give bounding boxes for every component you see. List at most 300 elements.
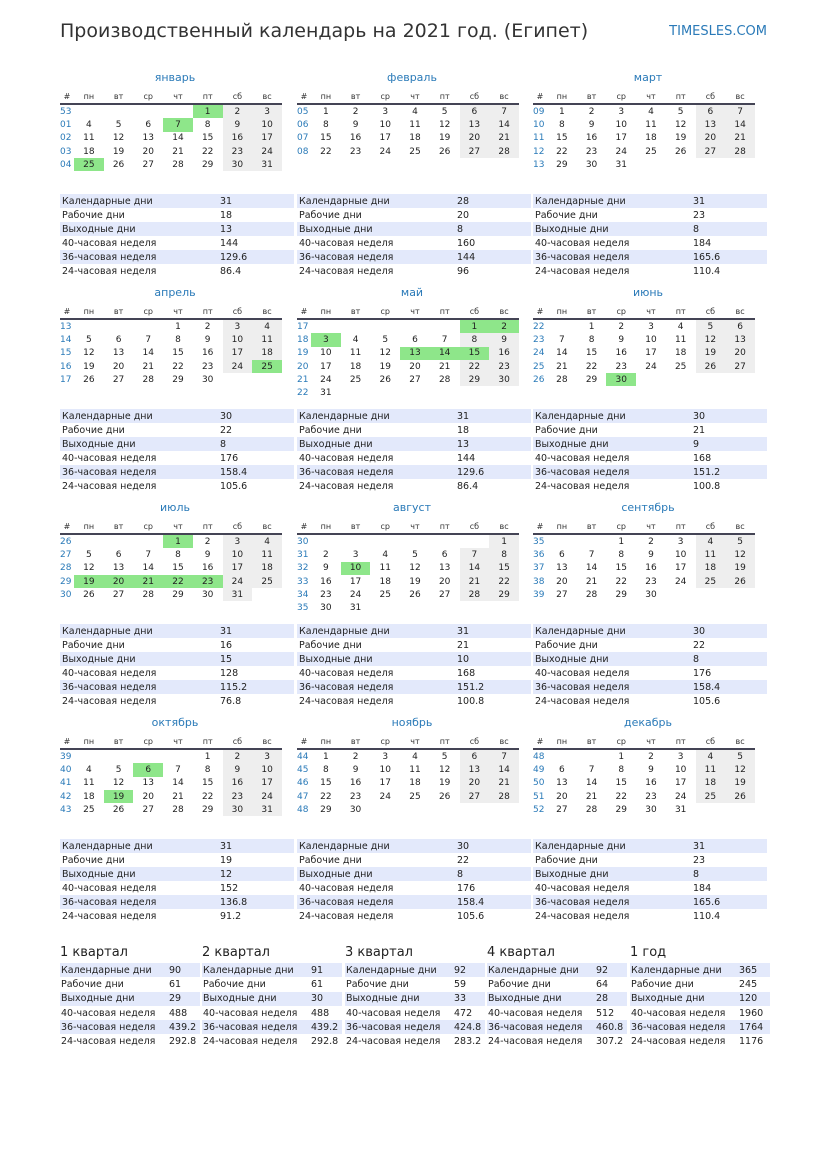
day-cell: 9 (223, 118, 253, 131)
day-cell: 4 (677, 321, 684, 332)
day-cell: 14 (489, 763, 519, 776)
month-name: апрель (154, 286, 196, 299)
day-cell (341, 534, 371, 548)
day-cell: 22 (201, 791, 214, 802)
day-cell: 9 (204, 334, 211, 345)
week-number: 14 (60, 333, 74, 346)
stat-label: Выходные дни (297, 867, 455, 881)
quarter-row (345, 992, 485, 1006)
stat-label: Рабочие дни (299, 424, 362, 436)
day-cell: 18 (409, 778, 421, 789)
quarter-value: 1960 (739, 1007, 764, 1019)
day-cell: 1 (618, 751, 625, 762)
weekday-label: # (297, 735, 311, 749)
day-cell: 24 (252, 790, 282, 803)
day-cell: 6 (441, 549, 448, 560)
week-number: 35 (533, 534, 547, 548)
week-row (533, 575, 755, 588)
stat-value: 12 (218, 867, 294, 881)
weekday-label: пт (430, 735, 460, 749)
day-cell (370, 534, 400, 548)
stat-value: 13 (455, 437, 531, 451)
stat-value: 176 (457, 882, 476, 894)
quarter-value: 283.2 (454, 1036, 482, 1048)
quarter-title: 2 квартал (202, 945, 270, 960)
day-cell: 26 (379, 374, 391, 385)
quarter-summary (487, 945, 627, 1049)
weekday-label: пт (193, 305, 223, 319)
day-cell: 10 (645, 334, 657, 345)
day-cell (547, 534, 577, 548)
day-cell (252, 373, 282, 386)
weekday-label: чт (400, 305, 430, 319)
day-cell: 25 (696, 575, 726, 588)
quarter-label: Рабочие дни (631, 978, 694, 990)
stat-row (533, 194, 767, 208)
day-cell: 10 (615, 119, 627, 130)
quarter-table (345, 963, 485, 1049)
quarter-value: 488 (169, 1007, 188, 1019)
day-cell: 23 (489, 360, 519, 373)
stat-row (533, 839, 767, 853)
weekday-label: вт (577, 520, 607, 534)
day-cell (74, 534, 104, 548)
stat-value: 168 (457, 667, 476, 679)
stat-label: 40-часовая неделя (299, 882, 394, 894)
weekday-label: чт (163, 520, 193, 534)
day-cell: 3 (252, 104, 282, 118)
day-cell: 14 (142, 563, 154, 574)
day-cell (370, 803, 400, 816)
stat-value: 8 (218, 437, 294, 451)
stat-label: 40-часовая неделя (62, 882, 157, 894)
week-row (297, 790, 519, 803)
week-number: 39 (60, 749, 74, 763)
weekday-label: пн (311, 520, 341, 534)
day-cell: 1 (618, 536, 625, 547)
day-cell: 26 (438, 146, 451, 157)
week-row (533, 803, 755, 816)
day-cell: 25 (252, 360, 282, 373)
page-title: Производственный календарь на 2021 год. (Египет) (60, 20, 589, 42)
week-number: 46 (297, 777, 311, 790)
day-cell: 14 (172, 133, 184, 144)
day-cell: 7 (588, 764, 595, 775)
weekday-header (297, 520, 519, 534)
quarter-row (202, 1020, 342, 1034)
quarter-value: 292.8 (311, 1036, 339, 1048)
stat-row (297, 222, 531, 236)
day-cell: 20 (409, 361, 421, 372)
day-cell: 13 (556, 563, 568, 574)
day-cell: 6 (558, 764, 565, 775)
day-cell (577, 534, 607, 548)
quarter-label: Рабочие дни (203, 978, 266, 990)
stat-label: Выходные дни (297, 437, 455, 451)
quarter-label: 24-часовая неделя (488, 1036, 583, 1048)
day-cell: 2 (648, 536, 654, 547)
day-cell (133, 749, 163, 763)
day-cell: 21 (725, 132, 755, 145)
stat-value: 31 (455, 409, 531, 423)
week-number: 20 (297, 360, 311, 373)
stat-row (297, 437, 531, 451)
stat-value: 158.4 (218, 465, 294, 479)
weekday-label: ср (370, 90, 400, 104)
stat-label: 24-часовая неделя (62, 695, 157, 707)
day-cell: 8 (204, 119, 211, 130)
day-cell: 7 (441, 334, 448, 345)
day-cell: 27 (142, 804, 154, 815)
day-cell: 23 (645, 576, 657, 587)
day-cell (696, 373, 726, 386)
stat-row (60, 867, 294, 881)
day-cell: 23 (193, 575, 223, 588)
day-cell: 27 (438, 589, 451, 600)
day-cell: 12 (674, 119, 687, 130)
day-cell: 9 (223, 763, 253, 776)
stat-value: 115.2 (218, 680, 294, 694)
stat-label: Выходные дни (297, 222, 455, 236)
day-cell (133, 534, 163, 548)
week-number: 26 (533, 373, 547, 386)
quarter-label: Календарные дни (630, 963, 738, 977)
day-cell: 15 (556, 133, 568, 144)
week-number: 33 (297, 575, 311, 588)
day-cell (460, 386, 490, 399)
day-cell: 22 (556, 146, 568, 157)
day-cell: 12 (379, 348, 391, 359)
stat-value: 22 (693, 639, 706, 651)
day-cell: 6 (145, 119, 152, 130)
stat-row (60, 652, 294, 666)
month-name: май (400, 286, 424, 299)
stat-label: Выходные дни (297, 652, 455, 666)
stat-label: 40-часовая неделя (299, 452, 394, 464)
day-cell: 17 (223, 562, 253, 575)
month-name: июль (160, 501, 190, 514)
stat-label: Рабочие дни (62, 209, 125, 221)
stat-value: 30 (691, 409, 767, 423)
weekday-label: пн (74, 305, 104, 319)
day-cell: 22 (460, 360, 490, 373)
day-cell: 23 (223, 790, 253, 803)
day-cell: 31 (223, 588, 253, 601)
day-cell: 17 (349, 576, 362, 587)
week-row (533, 132, 755, 145)
day-cell (430, 803, 460, 816)
stat-value: 22 (220, 424, 233, 436)
stat-value: 110.4 (693, 265, 721, 277)
day-cell: 21 (585, 791, 598, 802)
day-cell: 18 (696, 777, 726, 790)
day-cell: 11 (252, 548, 282, 561)
day-cell: 9 (352, 119, 359, 130)
week-row (60, 548, 282, 561)
stat-value: 8 (691, 867, 767, 881)
quarter-row (345, 1034, 485, 1048)
month-calendar (533, 715, 763, 816)
stat-value: 129.6 (218, 250, 294, 264)
quarter-label: 40-часовая неделя (61, 1007, 156, 1019)
day-cell: 24 (674, 791, 687, 802)
weekday-label: пн (311, 735, 341, 749)
day-cell (400, 803, 430, 816)
month-name: декабрь (623, 716, 672, 729)
site-link[interactable]: TIMESLES.COM (669, 24, 767, 39)
week-row (533, 319, 755, 333)
stat-label: Рабочие дни (535, 639, 598, 651)
day-cell: 10 (379, 764, 391, 775)
day-cell: 5 (725, 534, 755, 548)
day-cell: 13 (112, 563, 125, 574)
day-cell: 29 (556, 159, 568, 170)
quarter-row (202, 992, 342, 1006)
day-cell: 15 (320, 133, 332, 144)
day-cell: 31 (615, 159, 627, 170)
day-cell: 29 (201, 159, 214, 170)
weekday-label: сб (696, 520, 726, 534)
day-cell: 19 (104, 790, 134, 803)
month-name: октябрь (151, 716, 199, 729)
day-cell: 27 (409, 374, 421, 385)
week-number: 13 (533, 158, 547, 171)
day-cell: 13 (438, 563, 451, 574)
quarter-label: Рабочие дни (488, 978, 551, 990)
week-row (533, 790, 755, 803)
day-cell: 10 (674, 549, 687, 560)
week-row (533, 347, 755, 360)
weekday-label: вт (104, 735, 134, 749)
day-cell: 2 (618, 321, 625, 332)
quarter-label: 40-часовая неделя (203, 1007, 298, 1019)
day-cell (430, 319, 460, 333)
stat-label: Рабочие дни (535, 209, 598, 221)
day-cell: 1 (558, 106, 565, 117)
day-cell: 3 (223, 534, 253, 548)
stat-label: Рабочие дни (535, 424, 598, 436)
week-number: 30 (60, 588, 74, 601)
day-cell: 28 (585, 804, 598, 815)
stat-label: Календарные дни (297, 409, 455, 423)
day-cell: 5 (115, 119, 122, 130)
day-cell: 8 (204, 764, 211, 775)
day-cell: 4 (85, 119, 92, 130)
quarter-label: Рабочие дни (61, 978, 124, 990)
day-cell (696, 588, 726, 601)
day-cell: 28 (438, 374, 451, 385)
day-cell (370, 601, 400, 614)
day-cell: 3 (352, 549, 359, 560)
stat-value: 31 (218, 624, 294, 638)
week-number: 26 (60, 534, 74, 548)
day-cell: 9 (322, 563, 329, 574)
day-cell: 12 (725, 763, 755, 776)
weekday-label: ср (370, 735, 400, 749)
week-row (60, 763, 282, 776)
stat-row (533, 853, 767, 867)
stat-value: 15 (218, 652, 294, 666)
day-cell: 28 (172, 804, 184, 815)
week-number: 39 (533, 588, 547, 601)
day-cell: 5 (382, 334, 389, 345)
week-row (297, 749, 519, 763)
weekday-label: # (297, 90, 311, 104)
stat-label: 36-часовая неделя (297, 465, 455, 479)
day-cell: 31 (674, 804, 687, 815)
day-cell: 13 (142, 778, 154, 789)
weekday-label: сб (223, 90, 253, 104)
day-cell: 30 (201, 374, 214, 385)
day-cell: 3 (311, 333, 341, 346)
stat-label: Рабочие дни (299, 639, 362, 651)
stat-value: 165.6 (691, 895, 767, 909)
month-table (533, 305, 755, 386)
quarter-label: Календарные дни (202, 963, 310, 977)
day-cell: 4 (696, 534, 726, 548)
quarter-label: 24-часовая неделя (61, 1036, 156, 1048)
stat-label: Календарные дни (60, 409, 218, 423)
quarter-title: 1 год (630, 945, 667, 960)
day-cell: 9 (489, 333, 519, 346)
stat-row (533, 451, 767, 465)
week-row (60, 132, 282, 145)
quarter-value: 30 (310, 992, 342, 1006)
day-cell: 11 (349, 348, 362, 359)
week-row (297, 373, 519, 386)
day-cell: 1 (489, 534, 519, 548)
week-number: 30 (297, 534, 311, 548)
day-cell: 15 (320, 778, 332, 789)
month-table (60, 90, 282, 171)
weekday-label: сб (223, 305, 253, 319)
quarter-summary (60, 945, 200, 1049)
stat-label: Выходные дни (60, 437, 218, 451)
stat-label: 40-часовая неделя (535, 667, 630, 679)
quarter-table (202, 963, 342, 1049)
day-cell: 14 (725, 118, 755, 131)
weekday-label: чт (636, 305, 666, 319)
stat-label: Календарные дни (60, 624, 218, 638)
week-number: 40 (60, 763, 74, 776)
weekday-label: пн (311, 305, 341, 319)
day-cell: 7 (558, 334, 565, 345)
stat-value: 22 (457, 854, 470, 866)
quarter-table (487, 963, 627, 1049)
stat-label: Рабочие дни (62, 424, 125, 436)
month-table (60, 735, 282, 816)
stat-value: 105.6 (457, 910, 485, 922)
stat-label: 24-часовая неделя (535, 695, 630, 707)
day-cell: 19 (725, 562, 755, 575)
stat-label: Выходные дни (533, 437, 691, 451)
month-stats (297, 839, 531, 923)
stat-row (60, 222, 294, 236)
week-row (533, 548, 755, 561)
day-cell: 24 (379, 146, 391, 157)
stat-label: 36-часовая неделя (60, 465, 218, 479)
day-cell (725, 803, 755, 816)
day-cell: 26 (674, 146, 687, 157)
stat-value: 165.6 (691, 250, 767, 264)
day-cell: 22 (163, 575, 193, 588)
quarter-value: 92 (595, 963, 627, 977)
stat-value: 31 (455, 624, 531, 638)
quarter-title: 3 квартал (345, 945, 413, 960)
day-cell: 10 (379, 119, 391, 130)
day-cell: 14 (489, 118, 519, 131)
quarter-label: Выходные дни (60, 992, 168, 1006)
day-cell: 18 (409, 133, 421, 144)
day-cell: 16 (201, 348, 214, 359)
quarter-label: 36-часовая неделя (487, 1020, 595, 1034)
stat-value: 8 (691, 652, 767, 666)
week-number: 27 (60, 548, 74, 561)
month-name: январь (154, 71, 196, 84)
day-cell: 12 (409, 563, 421, 574)
day-cell: 24 (320, 374, 332, 385)
stat-label: Календарные дни (533, 624, 691, 638)
weekday-label: вт (341, 305, 371, 319)
day-cell (311, 534, 341, 548)
week-row (297, 534, 519, 548)
stat-label: Календарные дни (297, 624, 455, 638)
day-cell: 22 (615, 791, 627, 802)
week-row (60, 373, 282, 386)
day-cell (430, 601, 460, 614)
weekday-label: сб (696, 305, 726, 319)
day-cell: 23 (320, 589, 332, 600)
day-cell: 7 (489, 749, 519, 763)
day-cell: 3 (648, 321, 654, 332)
stat-value: 31 (218, 839, 294, 853)
stat-value: 23 (693, 209, 706, 221)
weekday-header (533, 520, 755, 534)
day-cell: 30 (489, 373, 519, 386)
day-cell: 24 (379, 791, 391, 802)
stat-label: 24-часовая неделя (299, 910, 394, 922)
day-cell: 9 (648, 549, 654, 560)
day-cell: 15 (201, 133, 214, 144)
quarter-row (60, 977, 200, 991)
day-cell: 14 (585, 778, 598, 789)
week-number: 42 (60, 790, 74, 803)
day-cell: 23 (223, 145, 253, 158)
week-number: 23 (533, 333, 547, 346)
stat-label: 40-часовая неделя (62, 667, 157, 679)
day-cell (74, 749, 104, 763)
day-cell: 7 (725, 104, 755, 118)
quarter-label: Выходные дни (630, 992, 738, 1006)
day-cell (666, 373, 696, 386)
day-cell: 5 (85, 549, 92, 560)
day-cell (696, 803, 726, 816)
stat-label: 24-часовая неделя (299, 265, 394, 277)
day-cell: 18 (645, 133, 657, 144)
day-cell: 4 (382, 549, 389, 560)
day-cell: 14 (556, 348, 568, 359)
day-cell: 10 (223, 548, 253, 561)
stat-row (297, 451, 531, 465)
day-cell: 27 (556, 589, 568, 600)
weekday-label: вс (489, 735, 519, 749)
day-cell: 7 (145, 334, 152, 345)
stat-label: Календарные дни (533, 409, 691, 423)
weekday-label: чт (400, 735, 430, 749)
month-stats (60, 409, 294, 493)
day-cell: 17 (252, 132, 282, 145)
day-cell: 12 (438, 764, 451, 775)
